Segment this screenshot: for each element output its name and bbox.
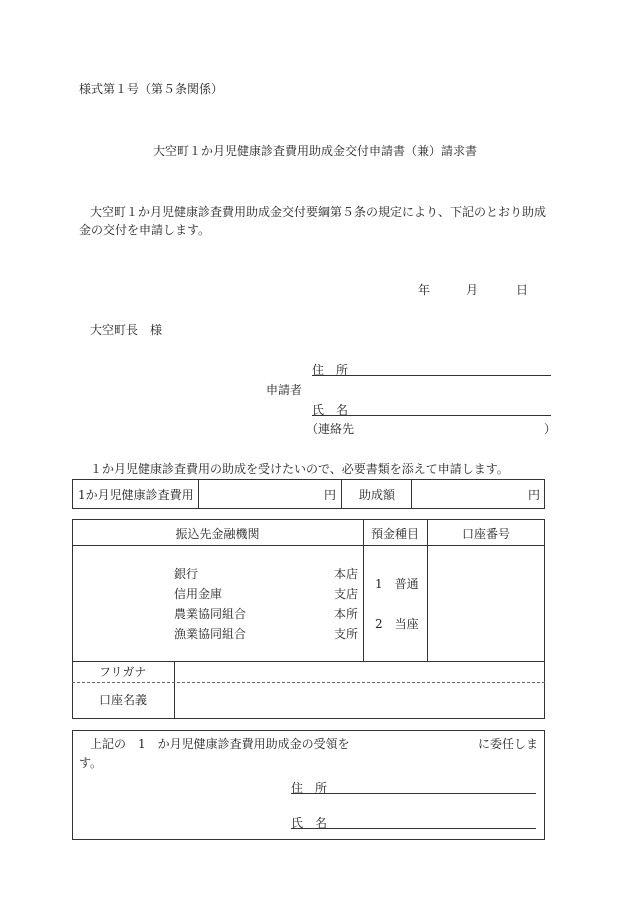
page-title: 大空町１か月児健康診査費用助成金交付申請書（兼）請求書: [152, 144, 477, 158]
furigana-label: フリガナ: [99, 665, 147, 679]
institution-branch: 本所: [334, 607, 359, 621]
deposit-type-option[interactable]: 1 普通: [375, 577, 419, 591]
intro-line-1: 大空町１か月児健康診査費用助成金交付要綱第５条の規定により、下記のとおり助成: [90, 205, 547, 219]
cost-amount-field[interactable]: [200, 482, 320, 506]
account-holder-field[interactable]: [177, 685, 543, 717]
institution-name: 銀行: [174, 567, 199, 581]
form-number: 様式第１号（第５条関係）: [79, 82, 224, 96]
contact-open: （連絡先: [306, 422, 355, 436]
applicant-name-label: 氏 名: [312, 403, 349, 417]
delegate-address-field[interactable]: [291, 793, 536, 794]
institution-branch: 支所: [334, 627, 359, 641]
addressee: 大空町長 様: [90, 323, 163, 337]
institution-name: 信用金庫: [174, 587, 223, 601]
header-deposit-type: 預金種目: [370, 527, 419, 541]
institution-branch: 本店: [334, 567, 359, 581]
contact-close: ）: [544, 422, 557, 436]
subsidy-amount-field[interactable]: [414, 482, 524, 506]
date-year-label: 年: [418, 283, 431, 297]
applicant-name-field[interactable]: [312, 415, 551, 416]
deposit-type-option[interactable]: 2 当座: [375, 617, 419, 631]
applicant-address-field[interactable]: [312, 375, 551, 376]
institution-branch: 支店: [334, 587, 359, 601]
bank-name-field[interactable]: [80, 556, 320, 652]
account-holder-label: 口座名義: [99, 693, 148, 707]
cost-yen: 円: [324, 488, 337, 502]
date-day-label: 日: [516, 283, 529, 297]
delegate-field[interactable]: [344, 734, 472, 754]
delegate-address-label: 住 所: [291, 781, 328, 795]
date-month-label: 月: [466, 283, 479, 297]
furigana-field[interactable]: [177, 663, 543, 681]
institution-name: 漁業協同組合: [174, 627, 247, 641]
subsidy-yen: 円: [528, 488, 541, 502]
request-text: １か月児健康診査費用の助成を受けたいので、必要書類を添えて申請します。: [90, 462, 509, 476]
applicant-label: 申請者: [266, 383, 303, 397]
subsidy-label: 助成額: [358, 488, 395, 502]
delegate-name-field[interactable]: [291, 828, 536, 829]
delegation-text: 上記の 1 か月児健康診査費用助成金の受領を: [90, 737, 350, 751]
delegate-name-label: 氏 名: [291, 816, 328, 830]
institution-name: 農業協同組合: [174, 607, 247, 621]
header-bank: 振込先金融機関: [175, 527, 260, 541]
cost-label: 1か月児健康診査費用: [78, 488, 194, 502]
delegation-text-end: に委任しま: [478, 737, 539, 751]
header-account-number: 口座番号: [461, 527, 510, 541]
applicant-address-label: 住 所: [312, 363, 349, 377]
delegation-text-wrap: す。: [79, 756, 103, 770]
account-number-field[interactable]: [429, 548, 543, 658]
intro-line-2: 金の交付を申請します。: [79, 223, 211, 237]
